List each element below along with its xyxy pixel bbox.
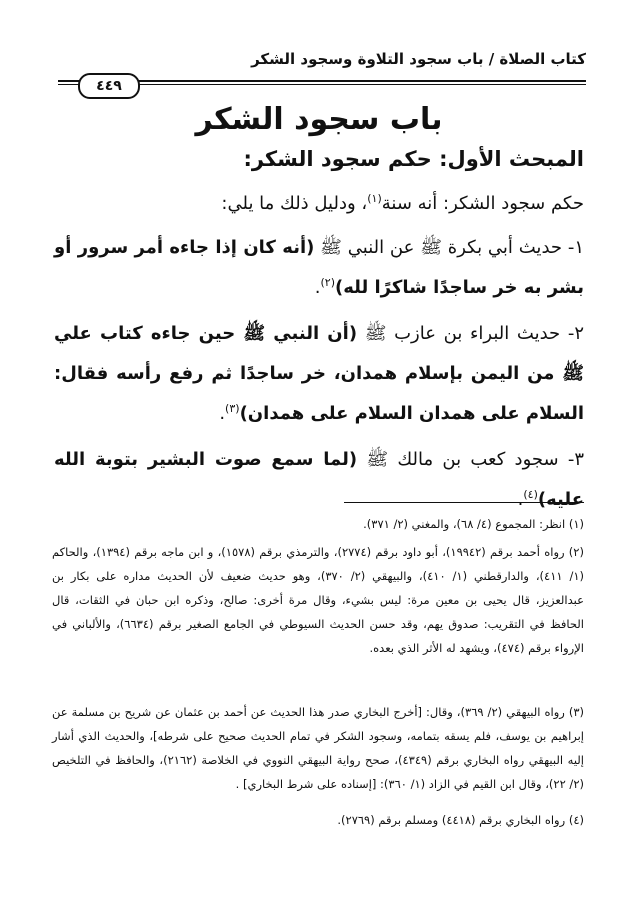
footnote-4: (٤) رواه البخاري برقم (٤٤١٨) ومسلم برقم (٢٧٦٩). (337, 813, 584, 827)
footnote-1: (١) انظر: المجموع (٤/ ٦٨)، والمغني (٢/ ٣٧١). (363, 517, 584, 531)
section-title: المبحث الأول: حكم سجود الشكر: (243, 147, 584, 171)
footnote-3: (٣) رواه البيهقي (٢/ ٣٦٩)، وقال: [أخرج البخاري صدر هذا الحديث عن أحمد بن عثمان عن شريح بن مسلمة عن إبراهيم بن يوسف، فلم يسقه بتمامه، وسجود الشكر في تمام الحديث صحيح على شرطه]، والحديث الذي أشار إليه البيهقي رواه البخاري برقم (٤٣٤٩)، صحح رواية البيهقي النووي في الخلاصة (٢١٦٢)، والحافظ في التلخيص (٢/ ٢٢)، وقال ابن القيم في الزاد (١/ ٣٦٠): [إسناده على شرط البخاري] . (52, 705, 584, 791)
item-prefix: ١- حديث أبي بكرة ﷺ عن النبي ﷺ (314, 237, 585, 258)
page-number-badge: ٤٤٩ (78, 73, 140, 99)
footnote-divider (344, 502, 584, 503)
intro-paragraph (54, 184, 584, 224)
footnote-ref: (١) (367, 192, 382, 205)
chapter-title: باب سجود الشكر (195, 102, 443, 137)
item-prefix: ٣- سجود كعب بن مالك ﷺ (357, 449, 584, 470)
intro-tail: ، ودليل ذلك ما يلي: (221, 193, 368, 214)
hadith-item-2 (54, 314, 584, 434)
hadith-text: (أنه كان إذا جاءه أمر سرور أو بشر به خر ساجدًا شاكرًا لله) (54, 237, 584, 298)
item-tail: . (517, 489, 524, 510)
item-tail: . (219, 403, 226, 424)
footnote-ref: (٣) (225, 402, 240, 415)
footnote-2: (٢) رواه أحمد برقم (١٩٩٤٢)، أبو داود برقم (٢٧٧٤)، والترمذي برقم (١٥٧٨)، و ابن ماجه برقم (١٣٩٤)، والحاكم (١/ ٤١١)، والدارقطني (١/ ٤١٠)، والبيهقي (٢/ ٣٧٠)، وهو حديث ضعيف لأن الحديث مداره على بكار بن عبدالعزيز، قال يحيى بن معين مرة: ليس بشيء، وقال مرة أخرى: صالح، وذكره ابن حبان في الثقات، قال الحافظ في التقريب: صدوق يهم، وقد حسن الحديث السيوطي في الجامع الصغير برقم (٦٦٣٤)، والألباني في الإرواء برقم (٤٧٤)، ويشهد له الأثر الذي بعده. (52, 545, 585, 655)
item-prefix: ٢- حديث البراء بن عازب ﷺ (357, 323, 584, 344)
hadith-item-3 (54, 440, 584, 520)
hadith-text: (لما سمع صوت البشير بتوبة الله عليه) (54, 449, 584, 510)
footnote-ref: (٤) (523, 488, 538, 501)
hadith-item-1 (54, 228, 584, 308)
intro-text: حكم سجود الشكر: أنه سنة (381, 193, 584, 214)
item-tail: . (314, 277, 321, 298)
footnote-ref: (٢) (320, 276, 335, 289)
hadith-text: (أن النبي ﷺ حين جاءه كتاب علي ﷺ من اليمن بإسلام همدان، خر ساجدًا ثم رفع رأسه فقال: السلام على همدان السلام على همدان) (54, 323, 584, 424)
running-header: كتاب الصلاة / باب سجود التلاوة وسجود الشكر (251, 50, 586, 68)
